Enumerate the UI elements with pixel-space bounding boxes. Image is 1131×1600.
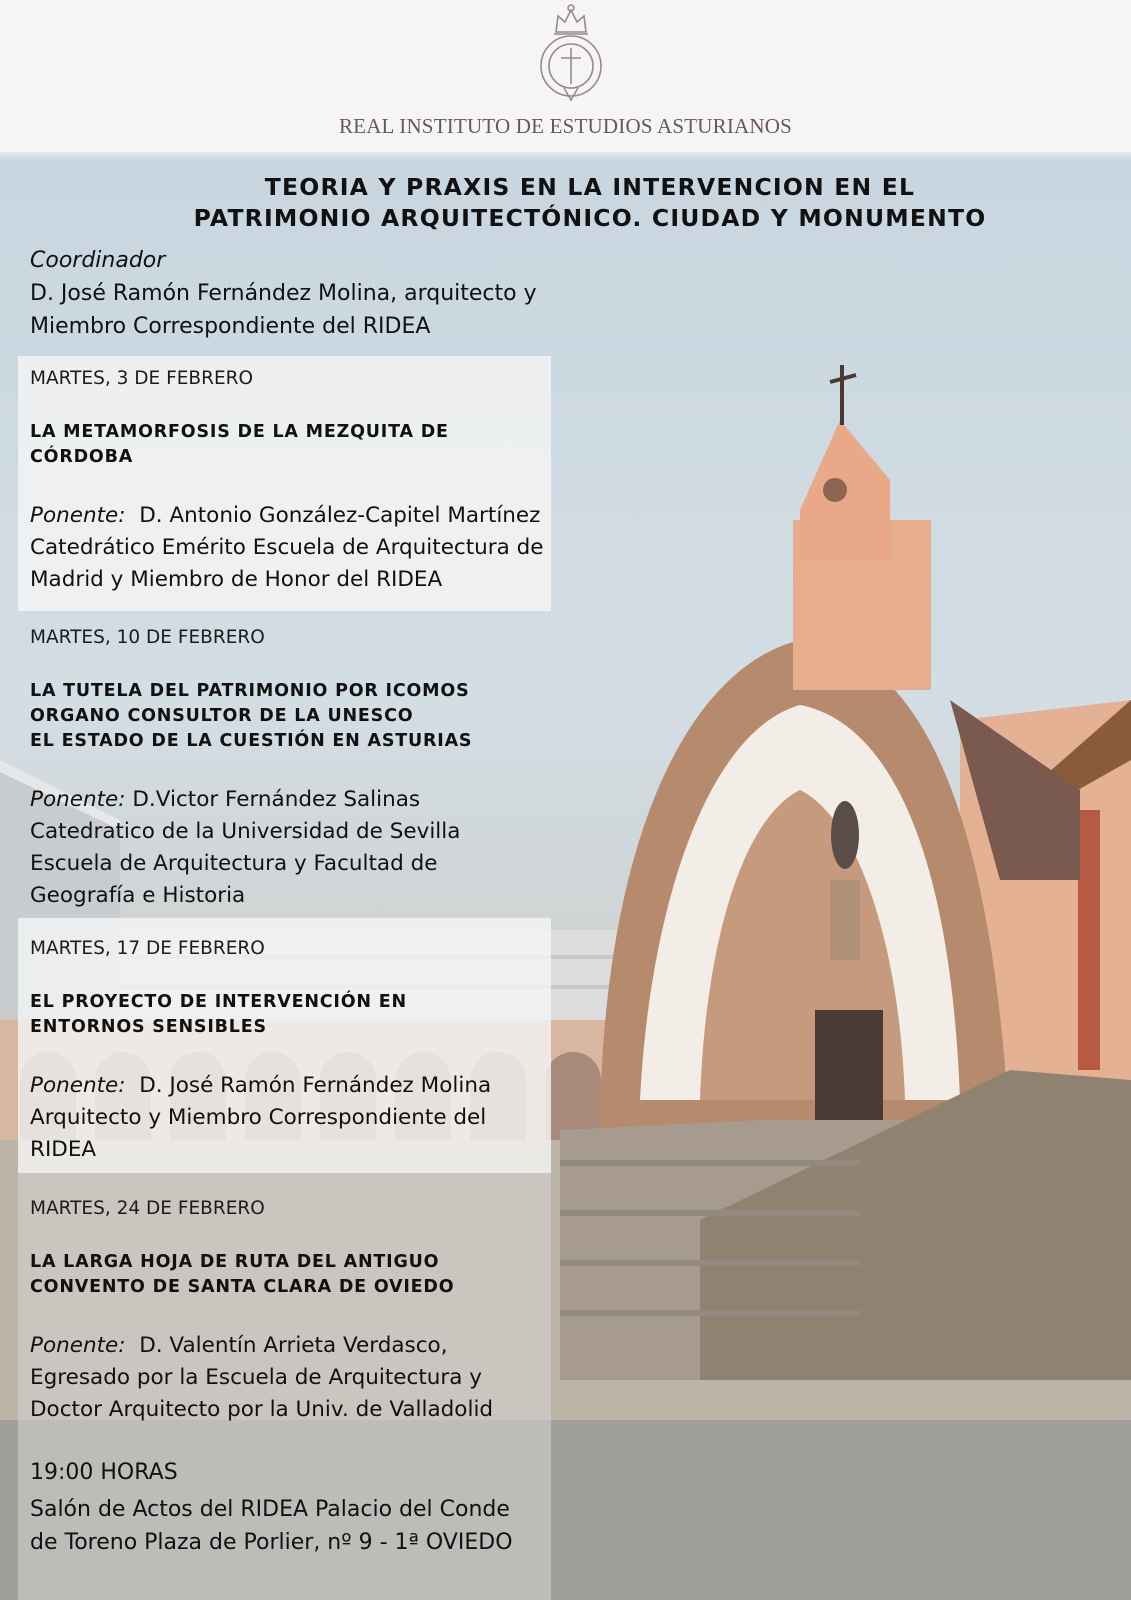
talk-title [30,1250,550,1300]
church-facade [600,640,1010,1140]
speaker-line: Catedrático Emérito Escuela de Arquitectura de [30,535,544,560]
talk-title-line: CONVENTO DE SANTA CLARA DE OVIEDO [30,1277,455,1297]
speaker-line: Arquitecto y Miembro Correspondiente del [30,1105,487,1130]
speaker-label: Ponente: [30,1073,126,1098]
talk-title [30,990,550,1040]
royal-crest-logo [534,2,608,104]
speaker-line: Escuela de Arquitectura y Facultad de [30,851,438,876]
talk-title-line: EL ESTADO DE LA CUESTIÓN EN ASTURIAS [30,731,473,751]
speaker-line: Geografía e Historia [30,883,246,908]
talk-title [30,420,550,470]
speaker-label: Ponente: [30,787,126,812]
coordinator-role: Coordinador [30,248,166,273]
coordinator-block [30,244,570,343]
speaker-line: RIDEA [30,1137,97,1162]
talk-title [30,679,550,754]
church-belfry [793,365,931,690]
session-date: MARTES, 24 DE FEBRERO [30,1198,265,1219]
session-4 [30,1198,550,1426]
talk-title-line: ENTORNOS SENSIBLES [30,1017,267,1037]
talk-title-line: ORGANO CONSULTOR DE LA UNESCO [30,706,414,726]
session-2 [30,627,550,912]
speaker-name: D. José Ramón Fernández Molina [139,1073,492,1098]
speaker-name: D.Victor Fernández Salinas [132,787,421,812]
talk-title-line: LA METAMORFOSIS DE LA MEZQUITA DE [30,422,449,442]
speaker-label: Ponente: [30,1333,126,1358]
coordinator-name: D. José Ramón Fernández Molina, arquitecto y [30,281,537,306]
talk-title-line: LA TUTELA DEL PATRIMONIO POR ICOMOS [30,681,470,701]
speaker-line: Madrid y Miembro de Honor del RIDEA [30,567,443,592]
session-1 [30,368,550,596]
session-date: MARTES, 17 DE FEBRERO [30,938,265,959]
event-title-line-1: TEORIA Y PRAXIS EN LA INTERVENCION EN EL [264,173,916,201]
speaker-line: Egresado por la Escuela de Arquitectura y [30,1365,482,1390]
event-title [150,172,1030,234]
header-band [0,0,1131,152]
speaker-info [30,1070,550,1166]
talk-title-line: CÓRDOBA [30,447,134,467]
speaker-label: Ponente: [30,503,126,528]
venue-line: Salón de Actos del RIDEA Palacio del Conde [30,1497,510,1522]
speaker-info [30,784,550,912]
speaker-line: Catedratico de la Universidad de Sevilla [30,819,461,844]
event-title-line-2: PATRIMONIO ARQUITECTÓNICO. CIUDAD Y MONUMENTO [193,204,987,232]
talk-title-line: LA LARGA HOJA DE RUTA DEL ANTIGUO [30,1252,440,1272]
session-3 [30,938,550,1166]
talk-title-line: EL PROYECTO DE INTERVENCIÓN EN [30,992,407,1012]
venue-line: de Toreno Plaza de Porlier, nº 9 - 1ª OVIEDO [30,1530,513,1555]
speaker-line: Doctor Arquitecto por la Univ. de Valladolid [30,1397,494,1422]
speaker-info [30,500,550,596]
session-date: MARTES, 10 DE FEBRERO [30,627,265,648]
event-time: 19:00 HORAS [30,1460,178,1485]
speaker-info [30,1330,550,1426]
session-date: MARTES, 3 DE FEBRERO [30,368,254,389]
speaker-name: D. Valentín Arrieta Verdasco, [139,1333,448,1358]
institute-name: REAL INSTITUTO DE ESTUDIOS ASTURIANOS [338,114,793,138]
speaker-name: D. Antonio González-Capitel Martínez [139,503,541,528]
coordinator-affiliation: Miembro Correspondiente del RIDEA [30,314,431,339]
event-logistics [30,1456,550,1559]
